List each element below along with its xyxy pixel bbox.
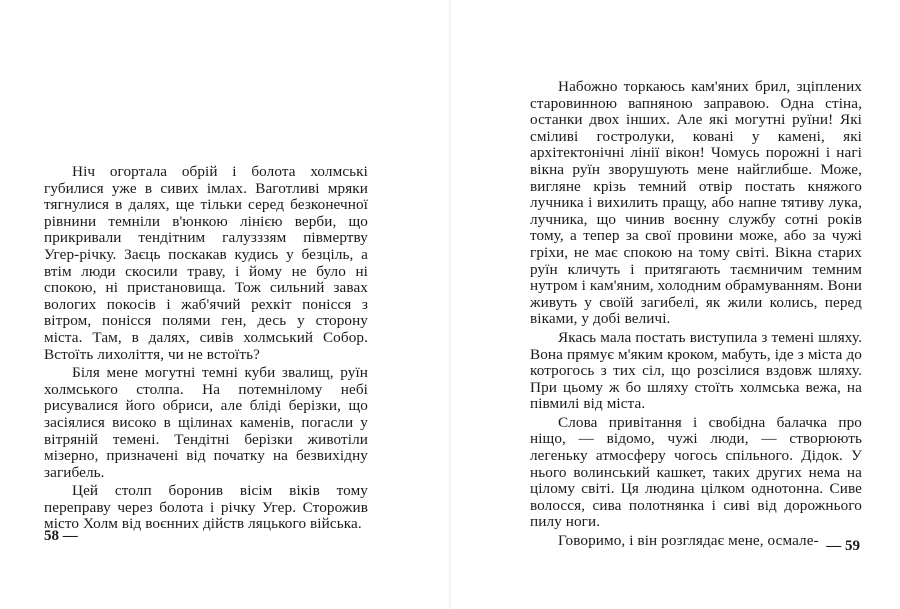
right-page-text: [530, 79, 862, 550]
paragraph: Цей столп боронив вісім віків тому переправу через болота і річку Угер. Сторожив місто Холм від воєнних дійств ляцького війська.: [44, 482, 368, 533]
paragraph: Говоримо, і він розглядає мене, осмале-: [558, 532, 819, 550]
paragraph: Якась мала постать виступила з темені шляху. Вона прямує м'яким кроком, мабуть, іде з міста до котрогось з тих сіл, що розсілися вздовж шляху. При цьому ж бо шляху стоїть холмська вежа, на півмилі від міста.: [530, 328, 862, 413]
paragraph: Біля мене могутні темні куби звалищ, руїн холмського столпа. На потемнілому небі рисувалися його обриси, але бліді берізки, що засіялися високо в щілинах каменів, погасли у вітряній темені. Тендітні берізки животіли мізерно, призначені від початку на безвихідну загибель.: [44, 364, 368, 481]
right-page: [450, 0, 900, 609]
paragraph: Ніч огортала обрій і болота холмські губилися уже в сивих імлах. Ваготливі мряки тягнулися в далях, ще тільки серед безконечної рівнини темніли в'юнкою лінією верби, що прикривали тендітним галузззям півмертву Угер-річку. Заєць поскакав кудись у безціль, а втім люди скосили траву, і йому не було ні спокою, ні пристановища. Тож сильний завах вологих покосів і жаб'ячий рехкіт понісся з вітром, понісся полями ген, десь у сторону міста. Там, в далях, сивів холмський Собор. Встоїть лихоліття, чи не встоїть?: [44, 163, 368, 363]
paragraph: Набожно торкаюсь кам'яних брил, зціплених старовинною вапняною заправою. Одна стіна, останки двох інших. Але які могутні руїни! Які сміливі гостролуки, ковані у камені, які архітектонічні лінії вікон! Чомусь порожні і нагі вікна руїн зворушують мене найглибше. Може, вигляне крізь темний отвір постать княжого лучника і вихилить пращу, або напне тятиву лука, лучника, що чинив воєнну службу сотні років тому, а тепер за свої провини може, або за чужі гріхи, не має спокою на тому світі. Вікна старих руїн кличуть і притягають таємничим темним нутром і кам'яним, холодним обрамуванням. Вони живуть у своїй загибелі, як жили колись, перед віками, у добі величі.: [530, 78, 862, 328]
left-page-text: [44, 164, 368, 533]
paragraph: Слова привітання і свобідна балачка про ніщо, — відомо, чужі люди, — створюють легеньку атмосферу чогось спільного. Дідок. У нього волинський кашкет, таких других нема на цілому світі. Ця людина цілком однотонна. Сиве волосся, сива полотнянка і сиві від дорожнього пилу ноги.: [530, 413, 862, 531]
page-number-right: — 59: [826, 538, 860, 554]
page-number-left: 58 —: [44, 528, 78, 544]
